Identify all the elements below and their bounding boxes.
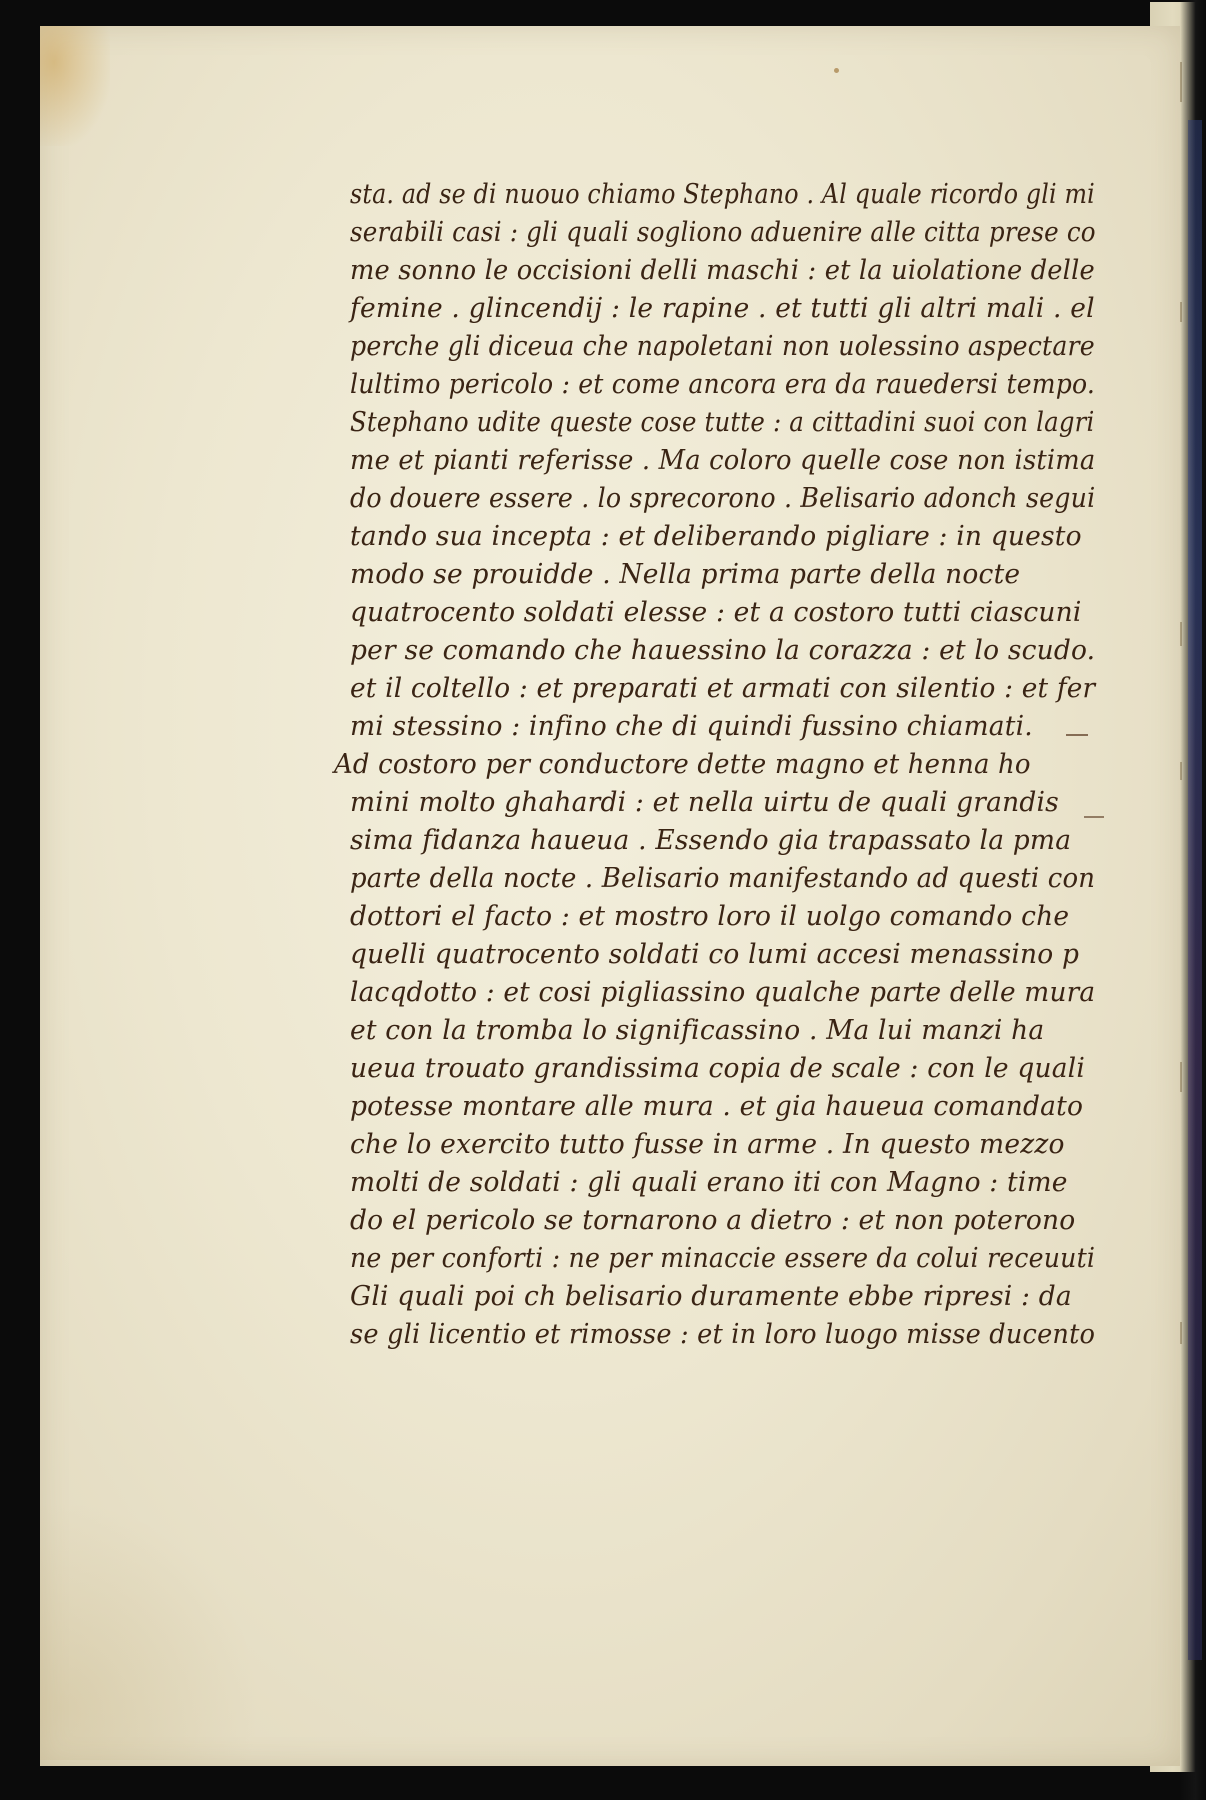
- binding-band: [1188, 120, 1202, 1660]
- manuscript-line: dottori el facto : et mostro loro il uolgo comando che: [350, 901, 1070, 932]
- manuscript-line: molti de soldati : gli quali erano iti con Magno : time: [350, 1167, 1068, 1198]
- manuscript-line: et il coltello : et preparati et armati con silentio : et fer: [350, 673, 1096, 704]
- manuscript-line: Ad costoro per conductore dette magno et henna ho: [334, 749, 1031, 780]
- margin-mark: [1084, 816, 1104, 818]
- ink-speck: [834, 68, 839, 73]
- manuscript-line: se gli licentio et rimosse : et in loro luogo misse ducento: [350, 1319, 1096, 1350]
- manuscript-line: quelli quatrocento soldati co lumi accesi menassino p: [350, 939, 1080, 970]
- manuscript-line: femine . glincendij : le rapine . et tutti gli altri mali . el: [350, 293, 1095, 324]
- manuscript-line: me et pianti referisse . Ma coloro quelle cose non istima: [350, 445, 1096, 476]
- manuscript-line: perche gli diceua che napoletani non uolessino aspectare: [350, 331, 1095, 362]
- corner-stain: [40, 26, 110, 146]
- manuscript-line: parte della nocte . Belisario manifestando ad questi con: [350, 863, 1096, 894]
- manuscript-line: Gli quali poi ch belisario duramente ebbe ripresi : da: [350, 1281, 1072, 1312]
- manuscript-line: quatrocento soldati elesse : et a costoro tutti ciascuni: [350, 597, 1082, 628]
- manuscript-line: do el pericolo se tornarono a dietro : et non poterono: [350, 1205, 1076, 1236]
- manuscript-line: modo se prouidde . Nella prima parte della nocte: [350, 559, 1021, 590]
- manuscript-text-block: [334, 176, 1110, 1354]
- manuscript-line: lultimo pericolo : et come ancora era da rauedersi tempo.: [350, 369, 1096, 400]
- manuscript-line: tando sua incepta : et deliberando pigliare : in questo: [350, 521, 1082, 552]
- manuscript-line: serabili casi : gli quali sogliono aduenire alle citta prese co: [350, 217, 1096, 248]
- margin-mark: [1066, 734, 1088, 736]
- manuscript-line: sima fidanza haueua . Essendo gia trapassato la pma: [350, 825, 1072, 856]
- manuscript-line: et con la tromba lo significassino . Ma lui manzi ha: [350, 1015, 1045, 1046]
- manuscript-line: mini molto ghahardi : et nella uirtu de quali grandis: [350, 787, 1059, 818]
- manuscript-line: mi stessino : infino che di quindi fussino chiamati.: [350, 711, 1033, 742]
- manuscript-line: sta. ad se di nuouo chiamo Stephano . Al quale ricordo gli mi: [350, 179, 1095, 210]
- manuscript-line: potesse montare alle mura . et gia haueua comandato: [350, 1091, 1084, 1122]
- manuscript-line: che lo exercito tutto fusse in arme . In questo mezzo: [350, 1129, 1065, 1160]
- manuscript-line: Stephano udite queste cose tutte : a cittadini suoi con lagri: [350, 407, 1095, 438]
- manuscript-line: me sonno le occisioni delli maschi : et la uiolatione delle: [350, 255, 1095, 286]
- manuscript-line: ueua trouato grandissima copia de scale : con le quali: [350, 1053, 1086, 1084]
- lower-stain: [40, 1500, 260, 1760]
- manuscript-line: per se comando che hauessino la corazza : et lo scudo.: [350, 635, 1096, 666]
- manuscript-line: ne per conforti : ne per minaccie essere da colui receuuti: [350, 1243, 1096, 1274]
- manuscript-line: do douere essere . lo sprecorono . Belisario adonch segui: [350, 483, 1096, 514]
- manuscript-line: lacqdotto : et cosi pigliassino qualche parte delle mura: [350, 977, 1096, 1008]
